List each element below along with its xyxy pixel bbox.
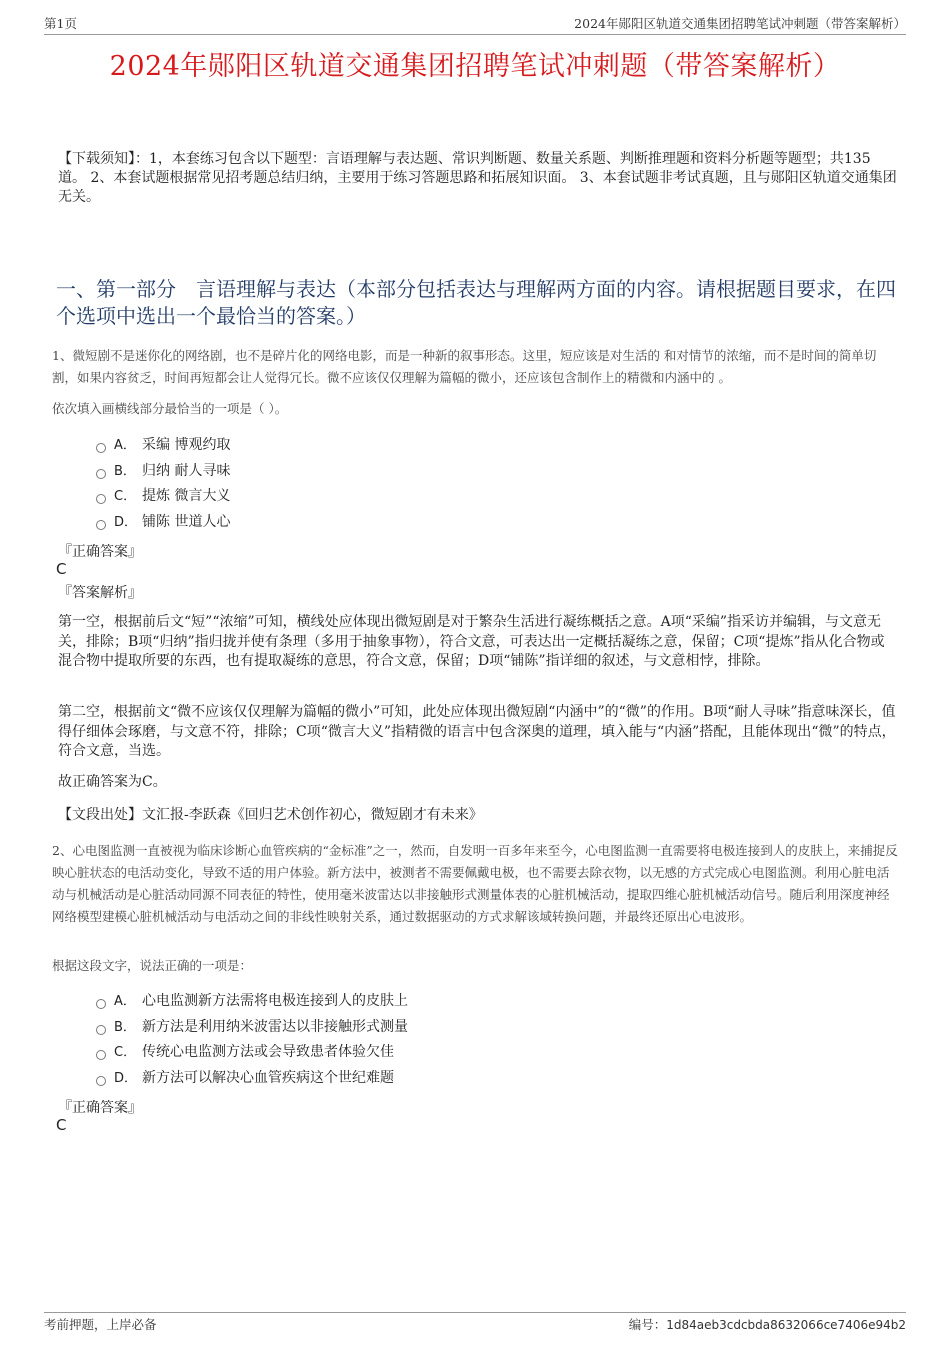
text-source: 【文段出处】文汇报-李跃森《回归艺术创作初心，微短剧才有未来》 — [58, 807, 483, 823]
header-doc-title: 2024年郧阳区轨道交通集团招聘笔试冲刺题（带答案解析） — [574, 16, 906, 31]
option-c[interactable]: C． 传统心电监测方法或会导致患者体验欠佳 — [96, 1040, 408, 1066]
option-d[interactable]: D． 新方法可以解决心血管疾病这个世纪难题 — [96, 1066, 408, 1092]
option-label: 心电监测新方法需将电极连接到人的皮肤上 — [142, 993, 408, 1009]
document-title: 2024年郧阳区轨道交通集团招聘笔试冲刺题（带答案解析） — [109, 51, 841, 82]
footer-slogan: 考前押题，上岸必备 — [44, 1317, 157, 1332]
radio-icon[interactable] — [96, 1025, 106, 1035]
radio-icon[interactable] — [96, 1076, 106, 1086]
radio-icon[interactable] — [96, 1050, 106, 1060]
correct-answer-label: 『正确答案』 — [58, 544, 142, 560]
option-c[interactable]: C． 提炼 微言大义 — [96, 484, 230, 510]
option-a[interactable]: A． 心电监测新方法需将电极连接到人的皮肤上 — [96, 989, 408, 1015]
analysis-paragraph: 第一空，根据前后文“短”“浓缩”可知，横线处应体现出微短剧是对于繁杂生活进行凝练概括之意。A项“采编”指采访并编辑，与文意无关，排除；B项“归纳”指归拢并使有条理（多用于抽象事物），符合文意，可表达出一定概括凝练之意，保留；C项“提炼”指从化合物或混合物中提取所要的东西，也有提取凝练的意思，符合文意，保留；D项“铺陈”指详细的叙述，与文意相悖，排除。 — [58, 614, 885, 669]
document-code: 编号：1d84aeb3cdcbda8632066ce7406e94b2 — [628, 1317, 906, 1332]
analysis-label: 『答案解析』 — [58, 585, 142, 601]
question-1-options — [96, 433, 230, 535]
section-title: 一、第一部分 言语理解与表达（本部分包括表达与理解两方面的内容。请根据题目要求，在四个选项中选出一个最恰当的答案。） — [56, 277, 896, 328]
radio-icon[interactable] — [96, 494, 106, 504]
question-2-options — [96, 989, 408, 1091]
correct-answer: C — [56, 560, 67, 578]
option-a[interactable]: A． 采编 博观约取 — [96, 433, 230, 459]
option-d[interactable]: D． 铺陈 世道人心 — [96, 510, 230, 536]
page-header — [44, 14, 906, 35]
option-label: 传统心电监测方法或会导致患者体验欠佳 — [142, 1044, 394, 1060]
option-label: 提炼 微言大义 — [142, 488, 231, 504]
question-2-prompt: 根据这段文字，说法正确的一项是： — [52, 958, 253, 973]
question-1-text: 1、微短剧不是迷你化的网络剧，也不是碎片化的网络电影，而是一种新的叙事形态。这里，短应该是对生活的 和对情节的浓缩，而不是时间的简单切割，如果内容贫乏，时间再短都会让人觉得冗长。微不应该仅仅理解为篇幅的微小，还应该包含制作上的精微和内涵中的 。 — [52, 348, 877, 385]
correct-answer: C — [56, 1116, 67, 1134]
page-number: 第1页 — [44, 16, 77, 31]
question-2-text: 2、心电图监测一直被视为临床诊断心血管疾病的“金标准”之一，然而，自发明一百多年来至今，心电图监测一直需要将电极连接到人的皮肤上，来捕捉反映心脏状态的电活动变化，导致不适的用户体验。新方法中，被测者不需要佩戴电极，也不需要去除衣物，以无感的方式完成心电图监测。利用心脏电活动与机械活动是心脏活动同源不同表征的特性，使用毫米波雷达以非接触形式测量体表的心脏机械活动，提取四维心脏机械活动信号。随后利用深度神经网络模型建模心脏机械活动与电活动之间的非线性映射关系，通过数据驱动的方式求解该域转换问题，并最终还原出心电波形。 — [52, 843, 898, 924]
radio-icon[interactable] — [96, 999, 106, 1009]
option-b[interactable]: B． 归纳 耐人寻味 — [96, 459, 230, 485]
option-label: 新方法是利用纳米波雷达以非接触形式测量 — [142, 1018, 408, 1035]
option-label: 铺陈 世道人心 — [142, 513, 231, 530]
option-label: 归纳 耐人寻味 — [142, 462, 231, 479]
page-footer — [44, 1312, 906, 1333]
option-label: 采编 博观约取 — [142, 437, 231, 453]
download-notice: 【下载须知】：1，本套练习包含以下题型：言语理解与表达题、常识判断题、数量关系题、判断推理题和资料分析题等题型；共135道。 2、本套试题根据常见招考题总结归纳，主要用于练习答题思路和拓展知识面。 3、本套试题非考试真题，且与郧阳区轨道交通集团无关。 — [58, 151, 897, 205]
question-1-prompt: 依次填入画横线部分最恰当的一项是（ ）。 — [52, 401, 288, 416]
radio-icon[interactable] — [96, 520, 106, 530]
option-b[interactable]: B． 新方法是利用纳米波雷达以非接触形式测量 — [96, 1015, 408, 1041]
radio-icon[interactable] — [96, 443, 106, 453]
option-label: 新方法可以解决心血管疾病这个世纪难题 — [142, 1069, 394, 1086]
correct-answer-label: 『正确答案』 — [58, 1100, 142, 1116]
radio-icon[interactable] — [96, 469, 106, 479]
analysis-conclusion: 故正确答案为C。 — [58, 774, 167, 790]
analysis-paragraph: 第二空，根据前文“微不应该仅仅理解为篇幅的微小”可知，此处应体现出微短剧“内涵中”的“微”的作用。B项“耐人寻味”指意味深长，值得仔细体会琢磨，与文意不符，排除；C项“微言大义”指精微的语言中包含深奥的道理，填入能与“内涵”搭配，且能体现出“微”的特点，符合文意，当选。 — [58, 704, 896, 759]
